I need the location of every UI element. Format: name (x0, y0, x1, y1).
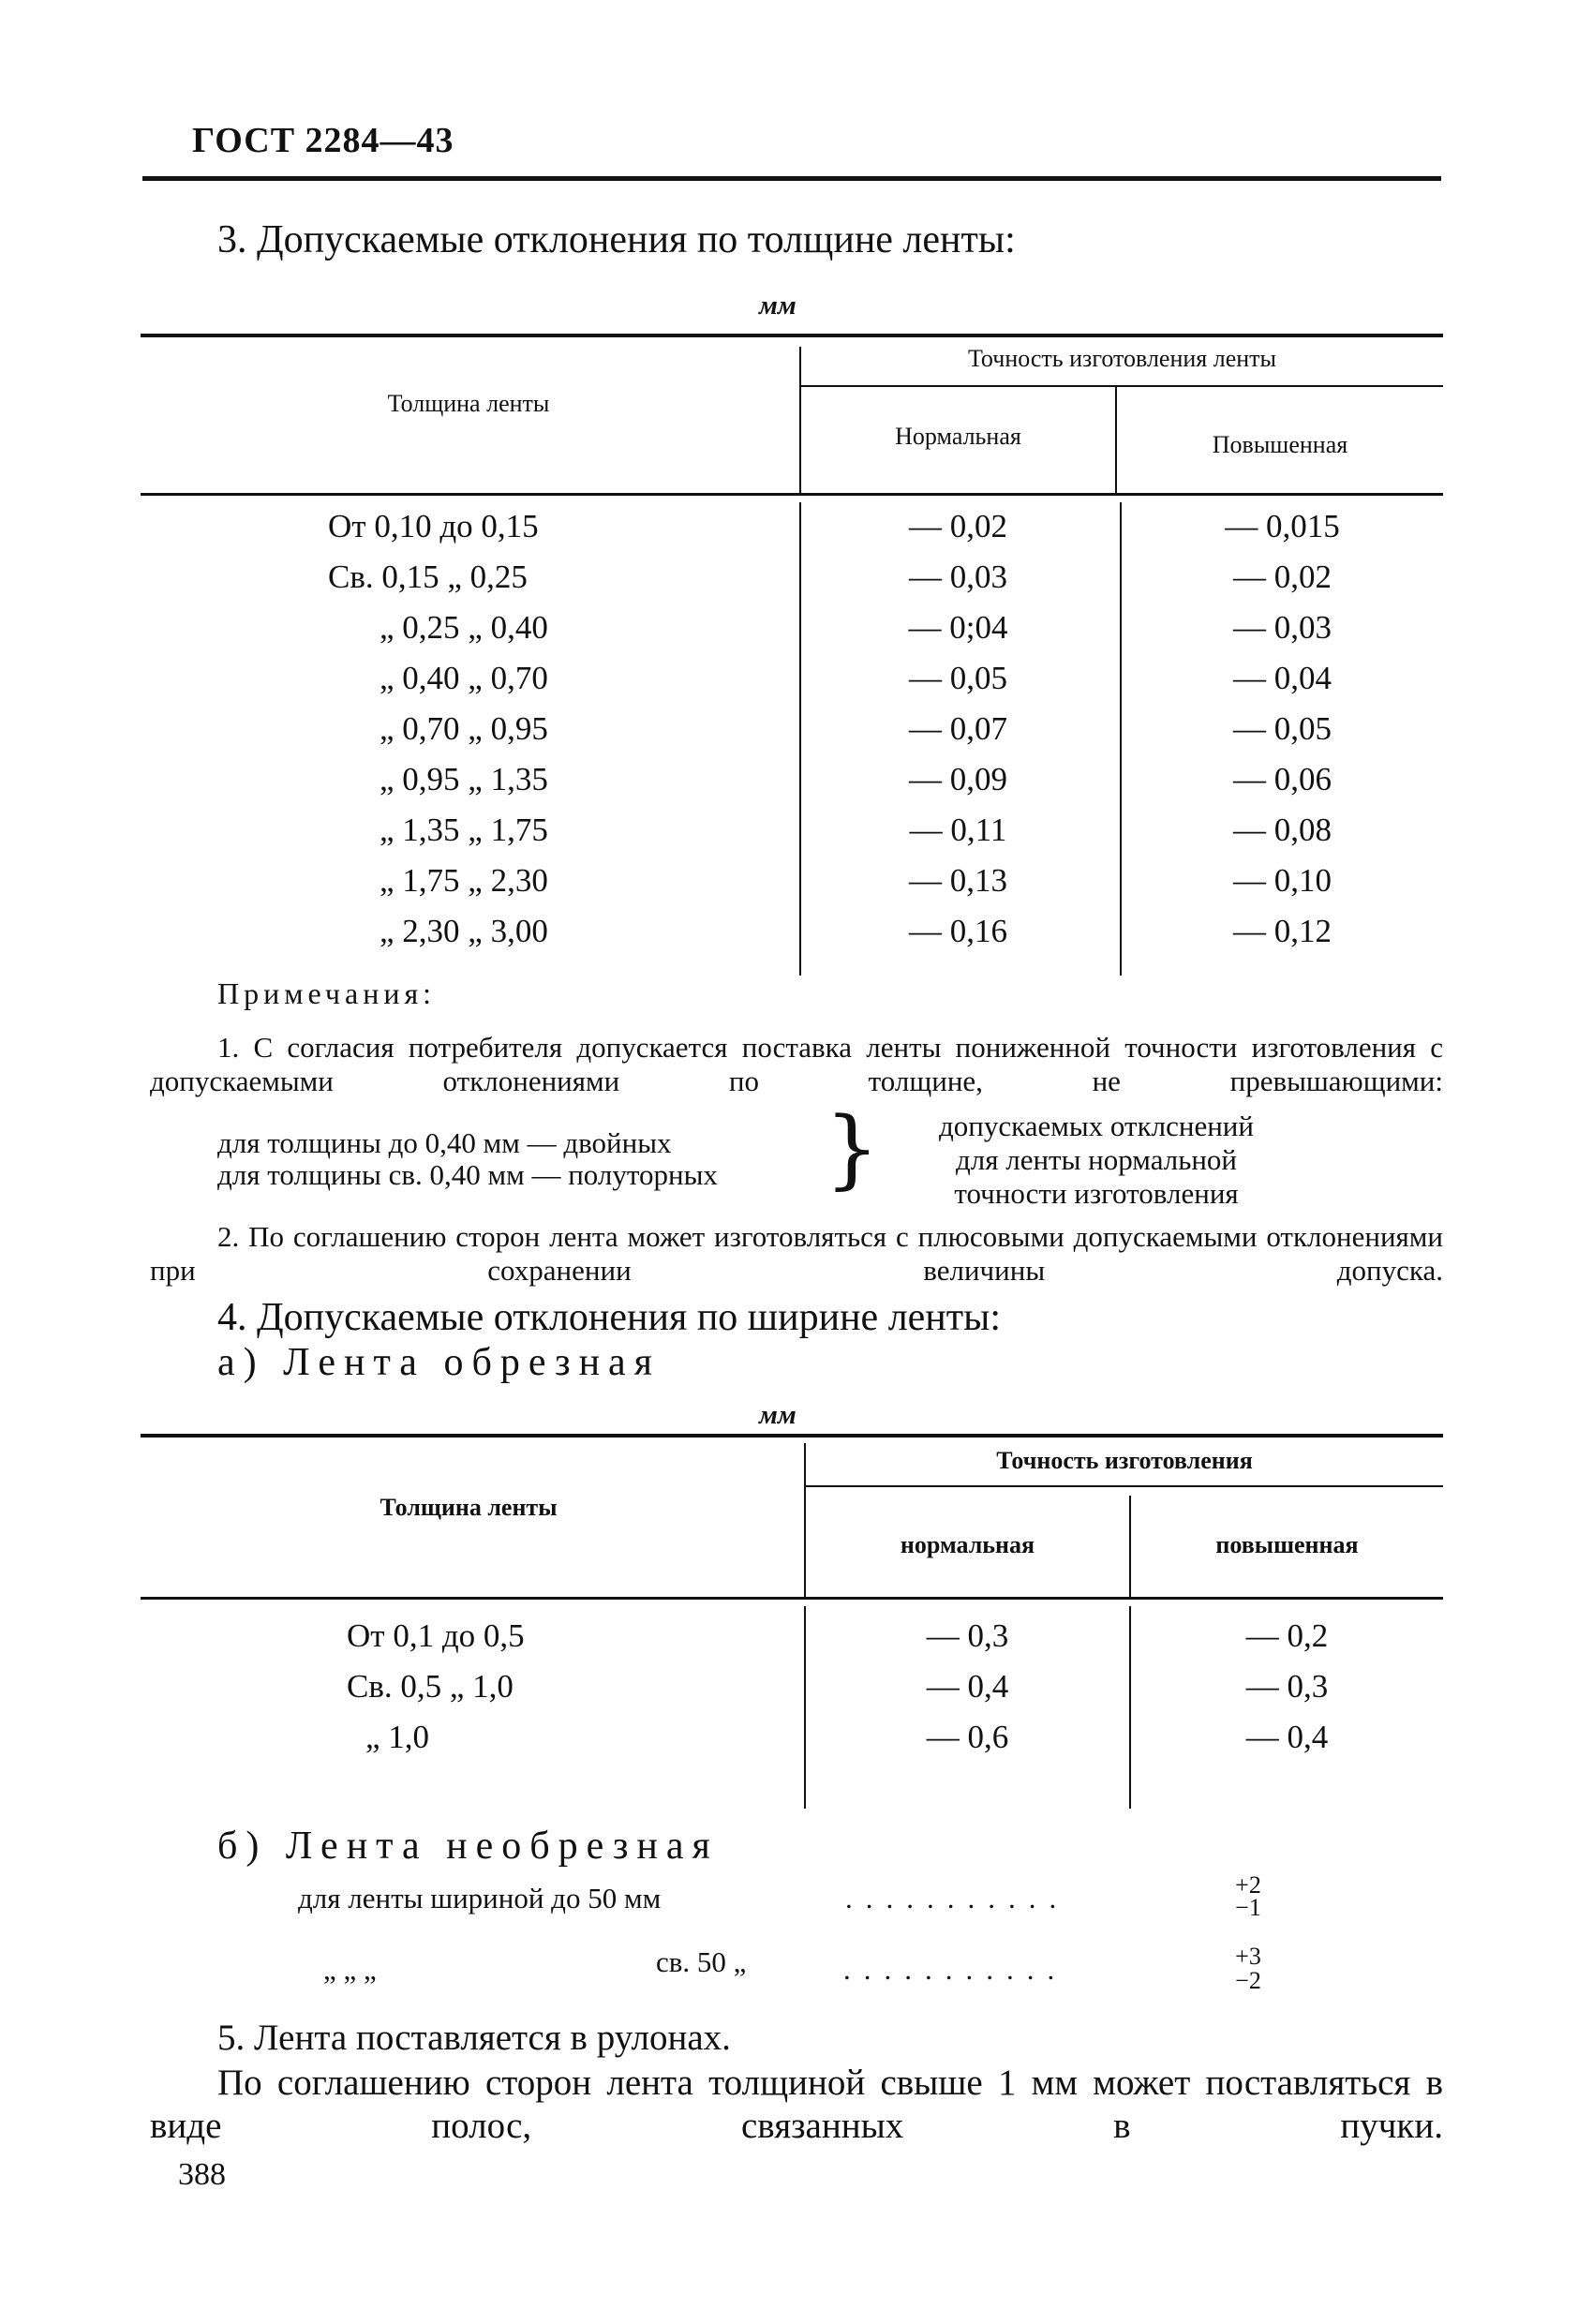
col-accuracy-header: Точность изготовления (996, 1447, 1253, 1474)
thickness-table (141, 334, 1443, 990)
untrimmed-line-2-dots: ........... (843, 1953, 1068, 1986)
brace-right-2: для ленты нормальной (955, 1143, 1238, 1176)
table-row-range: „ 0,95 „ 1,35 (380, 761, 548, 797)
section4-sub-a: а) Лента обрезная (217, 1341, 662, 1384)
col-thickness-header: Толщина ленты (380, 1494, 558, 1521)
table-mid-rule (806, 1485, 1443, 1487)
table-row-range: От 0,1 до 0,5 (347, 1617, 525, 1654)
note-1: 1. С согласия потребителя допускается поставка ленты пониженной точности изготовления с допускаемыми отклонениями по толщине, не превышающими: (150, 1031, 1443, 1097)
section5-title: 5. Лента поставляется в рулонах. (217, 2018, 731, 2058)
width-table (141, 1434, 1443, 1809)
untrimmed-line-2-minus: −2 (1235, 1967, 1261, 1994)
table-row-range: „ 0,70 „ 0,95 (380, 710, 548, 747)
untrimmed-line-2-plus: +3 (1235, 1943, 1261, 1970)
table-row-normal: — 0,02 (909, 508, 1007, 544)
table-row-normal: — 0,6 (926, 1719, 1009, 1755)
table-row-normal: — 0,07 (909, 710, 1007, 747)
table-row-normal: — 0,13 (909, 862, 1007, 899)
note-2: 2. По соглашению сторон лента может изготовляться с плюсовыми допускаемыми отклонениями при сохранении величины допуска. (150, 1220, 1443, 1287)
table-row-increased: — 0,3 (1245, 1668, 1329, 1705)
table-row-normal: — 0,3 (926, 1617, 1009, 1654)
col-increased-header: Повышенная (1212, 431, 1348, 458)
table-row-increased: — 0,03 (1233, 609, 1332, 646)
page-number: 388 (178, 2157, 226, 2192)
table-row-range: „ 2,30 „ 3,00 (380, 913, 548, 949)
table-row-normal: — 0,03 (909, 559, 1007, 595)
table-row-normal: — 0,09 (909, 761, 1007, 797)
table-row-increased: — 0,05 (1233, 710, 1332, 747)
table-row-increased: — 0,06 (1233, 761, 1332, 797)
table-row-normal: — 0,4 (926, 1668, 1009, 1705)
brace-left-1: для толщины до 0,40 мм — двойных (217, 1126, 672, 1159)
section4-unit: мм (759, 1400, 796, 1430)
col-normal-header: Нормальная (895, 423, 1021, 450)
table-row-normal: — 0,05 (909, 660, 1007, 696)
notes-title: Примечания: (217, 976, 437, 1010)
table-mid-rule (801, 385, 1443, 387)
col-normal-header: нормальная (900, 1531, 1035, 1558)
table-row-range: „ 1,35 „ 1,75 (380, 812, 548, 848)
untrimmed-line-1-plus: +2 (1235, 1871, 1261, 1899)
table-row-increased: — 0,02 (1233, 559, 1332, 595)
table-row-normal: — 0;04 (908, 609, 1008, 646)
table-row-increased: — 0,04 (1233, 660, 1332, 696)
table-row-increased: — 0,015 (1225, 508, 1340, 544)
untrimmed-line-1-dots: ........... (845, 1882, 1070, 1914)
untrimmed-line-1-label: для ленты шириной до 50 мм (298, 1882, 662, 1914)
table-row-increased: — 0,2 (1245, 1617, 1329, 1654)
col-increased-header: повышенная (1215, 1531, 1359, 1558)
table-row-range: Св. 0,15 „ 0,25 (328, 559, 528, 595)
table-row-range: От 0,10 до 0,15 (328, 508, 539, 544)
brace-left-2: для толщины св. 0,40 мм — полуторных (217, 1158, 718, 1191)
table-top-rule (141, 1434, 1443, 1438)
table-row-normal: — 0,11 (909, 812, 1007, 848)
table-row-range: „ 0,40 „ 0,70 (380, 660, 548, 696)
table-row-increased: — 0,12 (1233, 913, 1332, 949)
brace-right-3: точности изготовления (954, 1177, 1239, 1210)
standard-header: ГОСТ 2284—43 (192, 121, 454, 160)
brace-right-1: допускаемых отклснений (939, 1110, 1254, 1142)
section4-title: 4. Допускаемые отклонения по ширине ленты: (217, 1296, 1002, 1339)
table-row-increased: — 0,4 (1245, 1719, 1329, 1755)
header-rule (142, 176, 1441, 181)
untrimmed-line-1-minus: −1 (1235, 1894, 1261, 1921)
brace-icon: } (825, 1098, 880, 1199)
table-row-range: Св. 0,5 „ 1,0 (347, 1668, 514, 1705)
section3-unit: мм (759, 290, 796, 320)
col-accuracy-header: Точность изготовления ленты (967, 345, 1277, 372)
section3-title: 3. Допускаемые отклонения по толщине ленты: (217, 218, 1016, 261)
table-row-increased: — 0,08 (1233, 812, 1332, 848)
table-header-rule (141, 1597, 1443, 1600)
table-row-range: „ 0,25 „ 0,40 (380, 609, 548, 646)
table-row-range: „ 1,0 (365, 1719, 430, 1755)
col-thickness-header: Толщина ленты (387, 390, 550, 417)
table-row-normal: — 0,16 (909, 913, 1007, 949)
untrimmed-line-2-label: св. 50 „ (656, 1945, 747, 1978)
table-row-increased: — 0,10 (1233, 862, 1332, 899)
table-header-rule (141, 493, 1443, 496)
section5-text: По соглашению сторон лента толщиной свыше 1 мм может поставляться в виде полос, связанных в пучки. (150, 2063, 1443, 2146)
table-row-range: „ 1,75 „ 2,30 (380, 862, 548, 899)
untrimmed-line-2-marks: „ „ „ (323, 1953, 377, 1986)
section4-sub-b: б) Лента необрезная (217, 1825, 719, 1868)
table-top-rule (141, 334, 1443, 337)
